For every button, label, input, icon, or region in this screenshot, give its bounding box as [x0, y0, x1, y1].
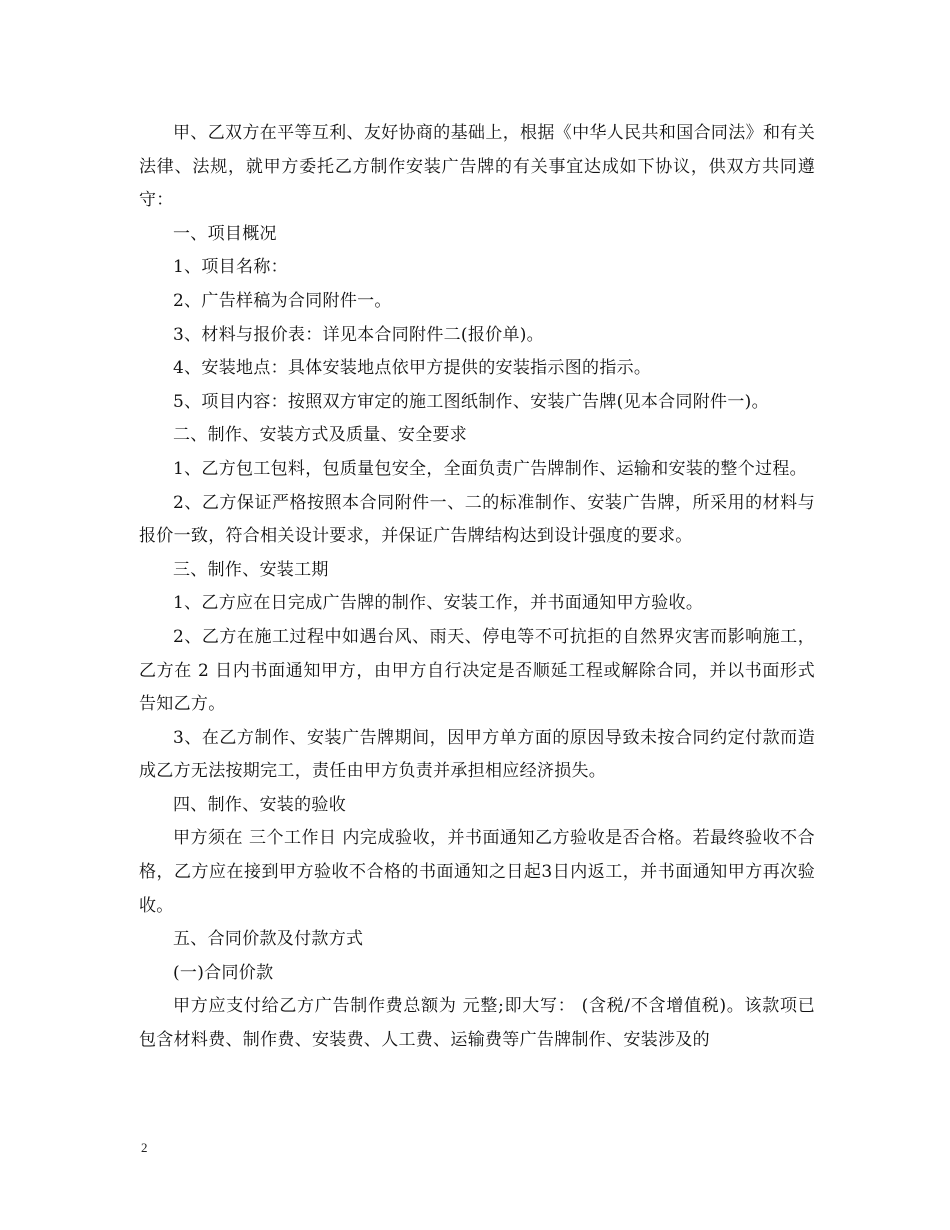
paragraph-install-location: 4、安装地点：具体安装地点依甲方提供的安装指示图的指示。 [173, 358, 652, 379]
paragraph-payment-delay: 3、在乙方制作、安装广告牌期间，因甲方单方面的原因导致未按合同约定付款而造成乙方无法按期完工，责任由甲方负责并承担相应经济损失。 [139, 727, 815, 782]
subsection-heading-contract-price: (一)合同价款 [173, 962, 274, 983]
paragraph-standards-guarantee: 2、乙方保证严格按照本合同附件一、二的标准制作、安装广告牌，所采用的材料与报价一致，符合相关设计要求，并保证广告牌结构达到设计强度的要求。 [139, 492, 815, 547]
paragraph-completion-date: 1、乙方应在日完成广告牌的制作、安装工作，并书面通知甲方验收。 [173, 593, 704, 614]
section-heading-acceptance: 四、制作、安装的验收 [173, 794, 346, 815]
paragraph-project-content: 5、项目内容：按照双方审定的施工图纸制作、安装广告牌(见本合同附件一)。 [173, 391, 769, 412]
document-body [139, 117, 815, 1058]
paragraph-project-name: 1、项目名称： [173, 257, 288, 278]
paragraph-preamble: 甲、乙双方在平等互利、友好协商的基础上，根据《中华人民共和国合同法》和有关法律、法规，就甲方委托乙方制作安装广告牌的有关事宜达成如下协议，供双方共同遵守： [139, 123, 815, 211]
section-heading-schedule: 三、制作、安装工期 [173, 559, 329, 580]
paragraph-ad-draft: 2、广告样稿为合同附件一。 [173, 290, 392, 311]
paragraph-acceptance-terms: 甲方须在 三个工作日 内完成验收，并书面通知乙方验收是否合格。若最终验收不合格，乙方应在接到甲方验收不合格的书面通知之日起3日内返工，并书面通知甲方再次验收。 [139, 828, 815, 916]
section-heading-quality-safety: 二、制作、安装方式及质量、安全要求 [173, 425, 468, 446]
section-heading-price-payment: 五、合同价款及付款方式 [173, 929, 364, 950]
paragraph-total-fee: 甲方应支付给乙方广告制作费总额为 元整;即大写： (含税/不含增值税)。该款项已包含材料费、制作费、安装费、人工费、运输费等广告牌制作、安装涉及的 [139, 996, 815, 1051]
section-heading-project-overview: 一、项目概况 [173, 223, 277, 244]
paragraph-contractor-responsibility: 1、乙方包工包料，包质量包安全，全面负责广告牌制作、运输和安装的整个过程。 [173, 458, 807, 479]
paragraph-force-majeure: 2、乙方在施工过程中如遇台风、雨天、停电等不可抗拒的自然界灾害而影响施工，乙方在 2 日内书面通知甲方，由甲方自行决定是否顺延工程或解除合同，并以书面形式告知乙方。 [139, 626, 815, 715]
page-number: 2 [141, 1140, 148, 1155]
paragraph-materials-quote: 3、材料与报价表：详见本合同附件二(报价单)。 [173, 324, 544, 345]
